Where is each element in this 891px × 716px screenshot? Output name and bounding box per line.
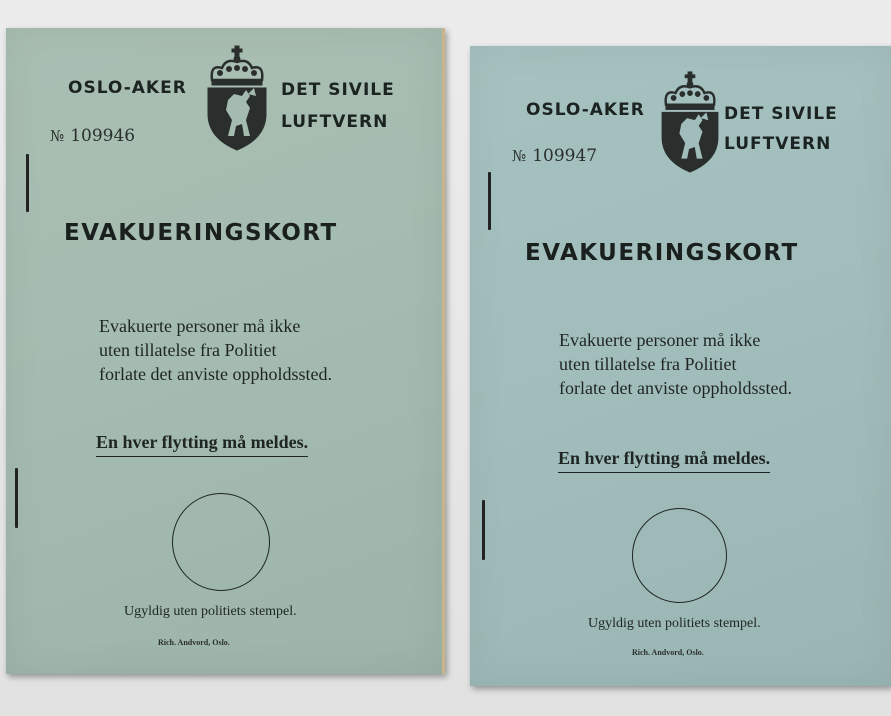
header-left: OSLO-AKER xyxy=(68,78,187,98)
stamp-notice: Ugyldig uten politiets stempel. xyxy=(124,604,297,619)
staple xyxy=(482,500,485,560)
stamp-notice: Ugyldig uten politiets stempel. xyxy=(588,616,761,631)
header-right-line1: DET SIVILE xyxy=(724,104,838,124)
printer-credit: Rich. Andvord, Oslo. xyxy=(158,638,230,647)
card-title: EVAKUERINGSKORT xyxy=(64,220,338,246)
header-left: OSLO-AKER xyxy=(526,100,645,120)
body-line: uten tillatelse fra Politiet xyxy=(99,340,277,360)
card-body xyxy=(99,314,332,386)
body-line: uten tillatelse fra Politiet xyxy=(559,354,737,374)
body-line: Evakuerte personer må ikke xyxy=(559,330,761,350)
stamp-circle xyxy=(632,508,727,603)
body-line: Evakuerte personer må ikke xyxy=(99,316,301,336)
coat-of-arms-icon xyxy=(659,70,721,174)
coat-of-arms-icon xyxy=(206,44,268,152)
header-right-line2: LUFTVERN xyxy=(281,112,389,132)
staple xyxy=(15,468,18,528)
move-notice: En hver flytting må meldes. xyxy=(558,448,770,473)
staple xyxy=(488,172,491,230)
header-right-line2: LUFTVERN xyxy=(724,134,832,154)
body-line: forlate det anviste oppholdssted. xyxy=(559,378,792,398)
move-notice: En hver flytting må meldes. xyxy=(96,432,308,457)
body-line: forlate det anviste oppholdssted. xyxy=(99,364,332,384)
number-value: 109947 xyxy=(532,146,598,166)
card-number xyxy=(512,146,597,166)
staple xyxy=(26,154,29,212)
printer-credit: Rich. Andvord, Oslo. xyxy=(632,648,704,657)
number-label: № xyxy=(50,127,65,145)
number-value: 109946 xyxy=(70,126,136,146)
evacuation-card-right xyxy=(470,46,891,686)
number-label: № xyxy=(512,147,527,165)
header-right-line1: DET SIVILE xyxy=(281,80,395,100)
stamp-circle xyxy=(172,493,270,591)
card-number xyxy=(50,126,135,146)
card-title: EVAKUERINGSKORT xyxy=(525,240,799,266)
card-body xyxy=(559,328,792,400)
evacuation-card-left xyxy=(6,28,445,674)
